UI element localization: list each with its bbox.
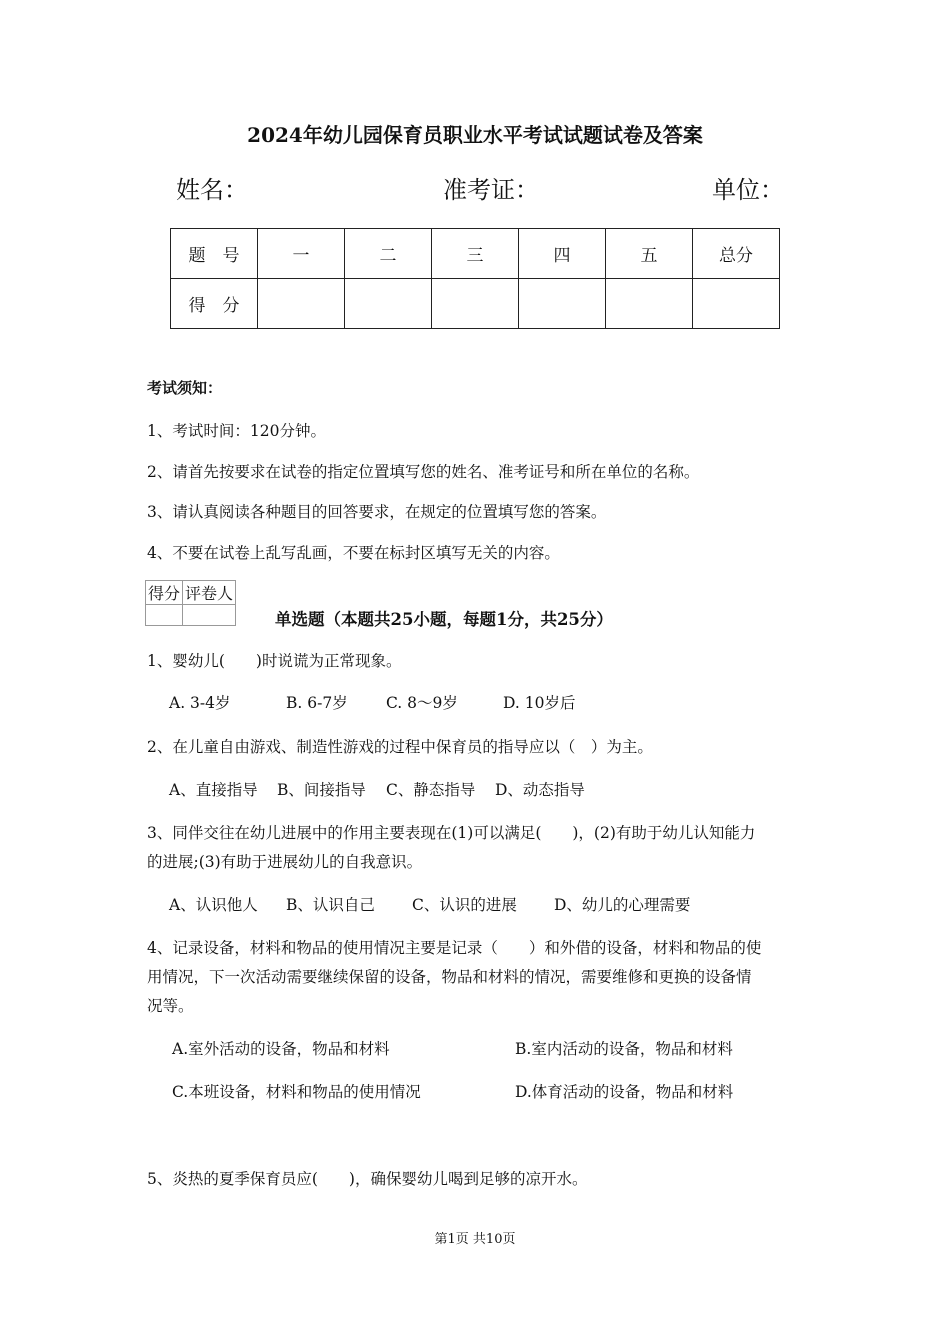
reviewer-name-cell[interactable]: [183, 605, 236, 626]
question-1-text: 1、婴幼儿( )时说谎为正常现象。: [147, 652, 402, 670]
question-4-option-c: C.本班设备，材料和物品的使用情况: [172, 1083, 421, 1101]
question-4-option-a: A.室外活动的设备，物品和材料: [172, 1040, 390, 1058]
score-table: [170, 228, 780, 329]
score-row-label: 得 分: [171, 279, 258, 329]
score-cell[interactable]: [519, 279, 606, 329]
score-header-cell: 题 号: [171, 229, 258, 279]
reviewer-box: [145, 580, 236, 626]
notice-item: 3、请认真阅读各种题目的回答要求，在规定的位置填写您的答案。: [147, 503, 607, 521]
reviewer-score-cell[interactable]: [146, 605, 183, 626]
score-cell[interactable]: [345, 279, 432, 329]
score-header-cell: 三: [432, 229, 519, 279]
question-2-option-d: D、动态指导: [495, 781, 585, 799]
question-3-option-b: B、认识自己: [286, 896, 375, 914]
question-2-option-c: C、静态指导: [386, 781, 476, 799]
section-title: 单选题（本题共25小题，每题1分，共25分）: [275, 610, 613, 629]
ticket-label: 准考证：: [443, 176, 539, 204]
page-title: 2024年幼儿园保育员职业水平考试试题试卷及答案: [247, 123, 703, 147]
score-cell[interactable]: [258, 279, 345, 329]
question-1-option-b: B. 6-7岁: [286, 694, 348, 712]
score-header-cell: 总分: [693, 229, 780, 279]
question-1-option-d: D. 10岁后: [503, 694, 576, 712]
question-4-option-d: D.体育活动的设备，物品和材料: [515, 1083, 734, 1101]
score-header-cell: 一: [258, 229, 345, 279]
score-header-cell: 四: [519, 229, 606, 279]
question-3-line: 的进展;(3)有助于进展幼儿的自我意识。: [147, 853, 423, 871]
question-2-option-b: B、间接指导: [277, 781, 366, 799]
score-header-cell: 二: [345, 229, 432, 279]
name-label: 姓名：: [176, 176, 248, 204]
score-cell[interactable]: [606, 279, 693, 329]
score-cell[interactable]: [693, 279, 780, 329]
unit-label: 单位：: [712, 176, 784, 204]
score-header-cell: 五: [606, 229, 693, 279]
question-5-text: 5、炎热的夏季保育员应( )，确保婴幼儿喝到足够的凉开水。: [147, 1170, 588, 1188]
reviewer-label: 评卷人: [183, 581, 236, 605]
score-table-score-row: [171, 279, 780, 329]
question-3-option-d: D、幼儿的心理需要: [554, 896, 691, 914]
question-2-text: 2、在儿童自由游戏、制造性游戏的过程中保育员的指导应以（ ）为主。: [147, 738, 653, 756]
question-3-option-a: A、认识他人: [169, 896, 258, 914]
reviewer-score-label: 得分: [146, 581, 183, 605]
question-4-option-b: B.室内活动的设备，物品和材料: [515, 1040, 733, 1058]
notice-item: 4、不要在试卷上乱写乱画，不要在标封区填写无关的内容。: [147, 544, 560, 562]
question-1-option-c: C. 8～9岁: [386, 694, 458, 712]
question-3-option-c: C、认识的进展: [412, 896, 517, 914]
question-3-line: 3、同伴交往在幼儿进展中的作用主要表现在(1)可以满足( )，(2)有助于幼儿认知能力: [147, 824, 756, 842]
question-4-line: 用情况，下一次活动需要继续保留的设备，物品和材料的情况，需要维修和更换的设备情: [147, 968, 752, 986]
question-4-line: 况等。: [147, 997, 194, 1015]
question-4-line: 4、记录设备，材料和物品的使用情况主要是记录（ ）和外借的设备，材料和物品的使: [147, 939, 762, 957]
question-1-option-a: A. 3-4岁: [169, 694, 231, 712]
score-cell[interactable]: [432, 279, 519, 329]
question-2-option-a: A、直接指导: [169, 781, 258, 799]
page-footer: 第1页 共10页: [434, 1232, 516, 1247]
score-table-header-row: [171, 229, 780, 279]
notice-item: 2、请首先按要求在试卷的指定位置填写您的姓名、准考证号和所在单位的名称。: [147, 463, 700, 481]
notice-title: 考试须知：: [147, 379, 223, 397]
notice-item: 1、考试时间：120分钟。: [147, 422, 326, 440]
